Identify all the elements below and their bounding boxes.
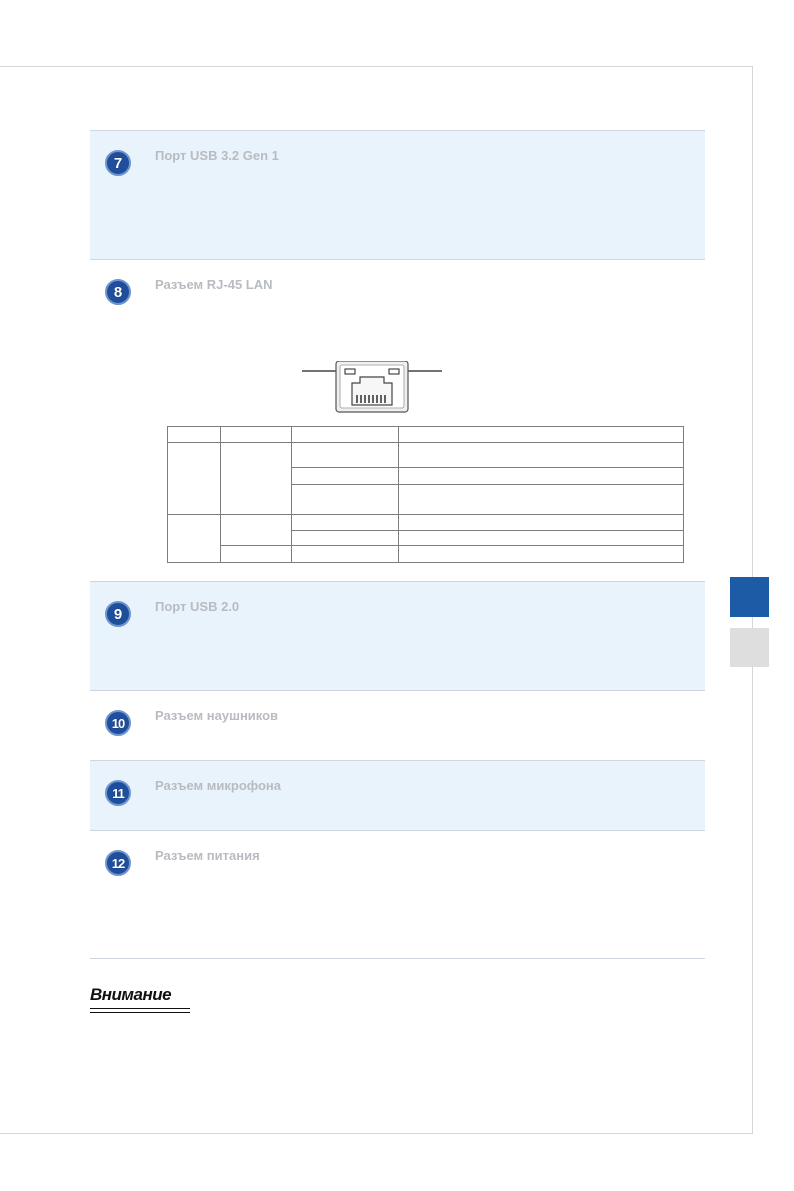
table-cell	[399, 443, 684, 468]
page-frame-bottom	[0, 1133, 753, 1134]
note-underline	[90, 1012, 190, 1013]
section-title: Разъем микрофона	[155, 778, 282, 793]
table-cell	[221, 546, 292, 563]
note-underline	[90, 1008, 190, 1009]
table-header-cell	[168, 427, 221, 443]
table-cell	[399, 515, 684, 531]
section-number-badge: 8	[105, 279, 131, 305]
table-cell	[292, 485, 399, 515]
table-cell	[399, 546, 684, 563]
table-header-cell	[399, 427, 684, 443]
section-number-badge: 7	[105, 150, 131, 176]
section-power-jack	[90, 830, 705, 959]
table-header-cell	[292, 427, 399, 443]
table-cell	[399, 485, 684, 515]
table-cell	[292, 531, 399, 546]
table-header-cell	[221, 427, 292, 443]
chapter-tab[interactable]	[730, 628, 769, 667]
page-frame-top	[0, 66, 753, 67]
section-usb20	[90, 581, 705, 690]
table-cell	[168, 515, 221, 563]
table-cell	[221, 515, 292, 546]
table-cell	[221, 443, 292, 515]
led-status-table	[167, 426, 684, 563]
table-cell	[292, 546, 399, 563]
section-title: Разъем питания	[155, 848, 260, 863]
section-number-badge: 9	[105, 601, 131, 627]
section-microphone-jack	[90, 760, 705, 830]
table-cell	[399, 531, 684, 546]
section-number-badge: 12	[105, 850, 131, 876]
note-heading: Внимание	[90, 985, 172, 1004]
section-title: Порт USB 2.0	[155, 599, 240, 614]
section-title: Разъем наушников	[155, 708, 279, 723]
section-headphone-jack	[90, 690, 705, 760]
section-number-badge: 11	[105, 780, 131, 806]
rj45-port-diagram	[302, 361, 442, 417]
table-cell	[292, 468, 399, 485]
chapter-tab-active[interactable]	[730, 577, 769, 617]
table-cell	[399, 468, 684, 485]
section-number-badge: 10	[105, 710, 131, 736]
section-title: Разъем RJ-45 LAN	[155, 277, 273, 292]
table-cell	[292, 443, 399, 468]
table-cell	[168, 443, 221, 515]
section-usb32	[90, 130, 705, 259]
table-cell	[292, 515, 399, 531]
section-title: Порт USB 3.2 Gen 1	[155, 148, 279, 163]
